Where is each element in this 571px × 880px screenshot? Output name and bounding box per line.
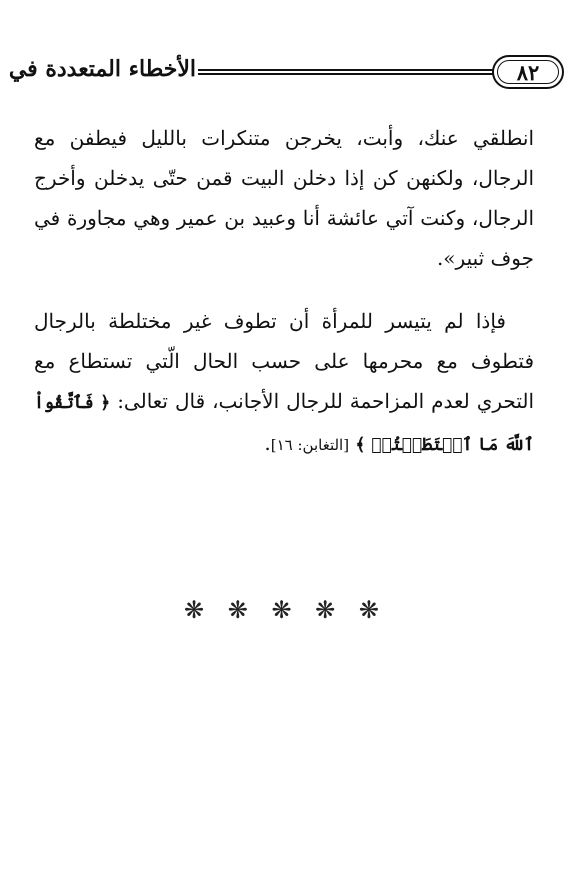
page-header <box>8 52 548 96</box>
end-punctuation: . <box>264 431 271 455</box>
paragraph-1: انطلقي عنك، وأبت، يخرجن متنكرات بالليل فيطفن مع الرجال، ولكنهن كن إذا دخلن البيت قمن حتّى يدخلن وأخرج الرجال، وكنت آتي عائشة أنا وعبيد بن عمير وهي مجاورة في جوف ثبير». <box>34 126 534 270</box>
paragraph-2-text: فإذا لم يتيسر للمرأة أن تطوف غير مختلطة بالرجال فتطوف مع محرمها على حسب الحال الّتي تستطاع مع التحري لعدم المزاحمة للرجال الأجانب، قال تعالى: <box>34 309 534 413</box>
paragraph-2 <box>34 301 534 465</box>
section-separator: ❋ ❋ ❋ ❋ ❋ <box>183 596 388 624</box>
quran-verse: ﴿ فَٱتَّقُواْ ٱللَّهَ مَا ٱسۡتَطَعۡتُمۡ ﴾ <box>34 393 534 455</box>
page-body <box>34 118 534 488</box>
header-rule <box>198 69 494 75</box>
running-title: الأخطاء المتعددة في <box>8 56 196 82</box>
verse-reference: [التغابن: ١٦] <box>270 436 350 454</box>
page-number-badge: ٨٢ <box>492 55 564 89</box>
